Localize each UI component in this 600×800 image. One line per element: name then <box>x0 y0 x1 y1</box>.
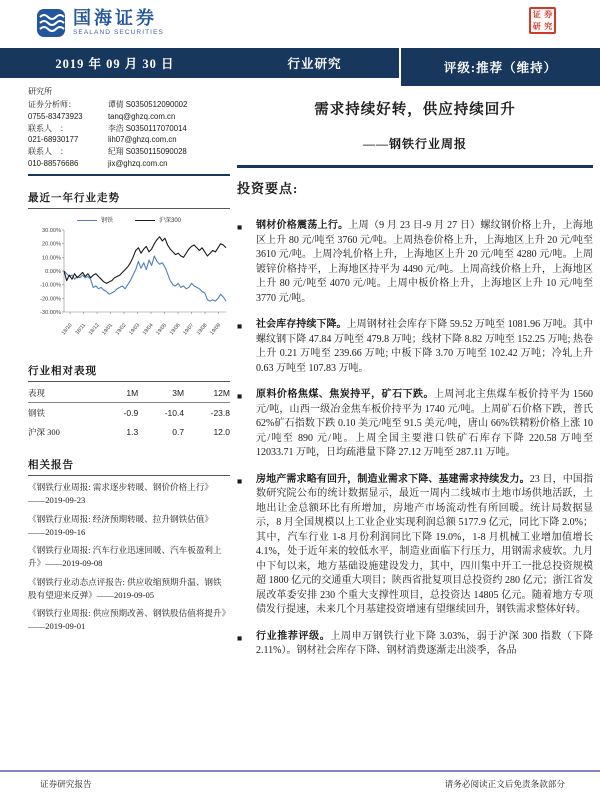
svg-text:10.00%: 10.00% <box>42 255 61 262</box>
related-reports <box>28 457 230 633</box>
analyst-contacts <box>28 99 230 170</box>
bullet-square-icon: ■ <box>237 391 243 401</box>
svg-text:19/05: 19/05 <box>155 322 169 337</box>
col-header: 12M <box>184 383 230 403</box>
cell: 沪深 300 <box>28 427 60 438</box>
key-point-text: 上周（9 月 23 日-9 月 27 日）螺纹钢价格上升，上海地区上升 80 元/吨至 3760 元/吨。上周热卷价格上升，上海地区上升 20 元/吨至 3610 元/吨。上周冷轧价格上升，上海地区上升 20 元/吨至 4280 元/吨。上周镀锌价格持平，上海地区持平为 4490 元/吨。上周高线价格上升，上海地区上升 80 元/吨至 4070 元/吨。上周中板价格上升，上海地区上升 10 元/吨至 3770 元/吨。 <box>256 220 594 304</box>
contact-label: 010-88576686 <box>28 158 79 168</box>
cell: -10.4 <box>164 408 185 419</box>
footer-disclaimer: 请务必阅读正文后免责条款部分 <box>444 779 565 789</box>
svg-text:20.00%: 20.00% <box>42 241 61 248</box>
key-point-text: 23 日，中国指数研究院公布的统计数据显示，最近一周内二线城市土地市场供地活跃，土地出让金总额环比有所增加，房地产市场流动性有所回暖。统计局数据显示，8 月全国规模以上工业企业实现利润总额 5177.9 亿元，同比下降 2.0%；其中，汽车行业 1-8 月份利润同比下降 19.0%，1-8 月机械工业增加值增长 4.1%，处于近年来的较低水平，制造业面临下行压力，用钢需求疲软。九月中下旬以来，地方基础设施建设发力，其中，四川集中开工一批总投资规模超 1800 亿元的交通重大项目；陕西省批复项目总投资约 280 亿元；浙江省发展改革委安排 230 个重大支撑性项目，总投资达 14805 亿元。随着地方专项债发行提速，未来几个月基建投资增速有望继续回升，钢铁需求整体好转。 <box>256 473 593 615</box>
bullet-square-icon: ■ <box>237 632 243 643</box>
sealand-logo-icon <box>36 8 66 38</box>
contact-row <box>28 111 230 123</box>
bullet-square-icon: ■ <box>237 321 243 331</box>
key-point-lead: 行业推荐评级。 <box>256 630 331 642</box>
bullet-square-icon: ■ <box>237 222 243 232</box>
key-point <box>237 318 593 376</box>
table-row <box>28 422 230 441</box>
report-link: 《钢铁行业动态点评报告: 供应收缩预期升温、钢铁股有望迎来反弹》——2019-09-05 <box>28 576 222 600</box>
cell: -23.8 <box>210 408 230 419</box>
research-office-label: 研究所 <box>28 87 52 96</box>
svg-text:19/02: 19/02 <box>114 322 128 337</box>
legend-item: 钢铁 <box>77 215 113 224</box>
chart-legend <box>28 215 230 224</box>
page-title: 需求持续好转，供应持续回升 <box>314 102 516 118</box>
contact-row <box>28 146 230 158</box>
svg-text:19/04: 19/04 <box>141 322 155 337</box>
key-points-heading: 投资要点: <box>237 181 299 196</box>
contact-value: 谭倩 S0350512090002 <box>108 100 188 109</box>
legend-swatch <box>135 220 155 221</box>
key-point-text: 上周钢材社会库存下降 59.52 万吨至 1081.96 万吨。其中螺纹钢下降 47.84 万吨至 479.8 万吨；线材下降 8.82 万吨至 152.25 万吨; 热卷上升 0.21 万吨至 239.66 万吨; 中板下降 3.70 万吨至 102.42 万吨；冷轧上升 0.63 万吨至 107.83 万吨。 <box>256 319 594 374</box>
footer-left-label: 证券研究报告 <box>40 779 92 789</box>
report-category: 行业研究 <box>230 48 399 78</box>
svg-text:-20.00%: -20.00% <box>40 296 61 303</box>
report-link: 《钢铁行业周报: 经济预期转暖、拉升钢铁估值》——2019-09-16 <box>28 513 214 537</box>
contact-label: 021-68930177 <box>28 135 79 145</box>
svg-text:19/06: 19/06 <box>168 322 182 337</box>
contact-label: 联系人 ： <box>28 147 68 157</box>
cell: 0.7 <box>172 427 185 438</box>
svg-text:19/01: 19/01 <box>101 322 115 337</box>
trend-chart-svg <box>28 224 230 342</box>
report-header-bar <box>0 48 600 86</box>
sidebar-divider <box>28 174 230 177</box>
related-reports-title: 相关报告 <box>28 457 230 476</box>
contact-label: 证券分析师： <box>28 100 76 109</box>
key-point-text: 上周申万钢铁行业下降 3.03%，弱于沪深 300 指数（下降 2.11%）。钢材社会库存下降、钢材消费逐渐走出淡季，各品 <box>256 630 593 656</box>
svg-text:19/03: 19/03 <box>128 322 142 337</box>
key-point <box>237 630 593 659</box>
legend-item: 沪深300 <box>135 215 181 224</box>
key-point-lead: 房地产需求略有回升，制造业需求下降、基建需求持续发力。 <box>256 473 530 485</box>
relative-performance <box>28 363 230 441</box>
table-row <box>28 403 230 423</box>
svg-text:18/11: 18/11 <box>74 322 88 337</box>
footer-divider <box>0 770 600 772</box>
col-header: 表现 <box>28 383 104 403</box>
contact-label: 0755-83473923 <box>28 111 83 121</box>
svg-text:19/08: 19/08 <box>195 322 209 337</box>
svg-text:18/12: 18/12 <box>87 322 101 337</box>
key-point <box>237 473 593 618</box>
svg-text:18/10: 18/10 <box>60 322 74 337</box>
key-point-lead: 原料价格焦煤、焦炭持平，矿石下跌。 <box>256 389 434 400</box>
sidebar <box>28 86 230 633</box>
report-link: 《钢铁行业周报: 需求逐步转暖、钢价价格上行》——2019-09-23 <box>28 482 214 506</box>
chart-title: 最近一年行业走势 <box>28 190 230 209</box>
svg-text:30.00%: 30.00% <box>42 228 61 235</box>
relative-performance-title: 行业相对表现 <box>28 363 230 382</box>
page-subtitle: ——钢铁行业周报 <box>362 137 467 151</box>
svg-text:-10.00%: -10.00% <box>40 282 61 289</box>
key-point <box>237 219 593 306</box>
svg-text:-30.00%: -30.00% <box>40 310 61 317</box>
table-header-row <box>28 383 230 403</box>
contact-row <box>28 123 230 135</box>
col-header: 3M <box>138 383 184 403</box>
svg-text:19/09: 19/09 <box>209 322 223 337</box>
brand-name-en: SEALAND SECURITIES <box>73 29 164 36</box>
brand-header <box>36 8 164 38</box>
key-point-lead: 钢材价格震荡上行。 <box>256 220 349 231</box>
contact-row <box>28 158 230 170</box>
bullet-square-icon: ■ <box>237 475 243 486</box>
report-link: 《钢铁行业周报: 汽车行业迅速回暖、汽车板盈利上升》——2019-09-08 <box>28 545 222 569</box>
cell: 钢铁 <box>28 408 46 419</box>
contact-label: 联系人 ： <box>28 123 68 133</box>
contact-value: tanq@ghzq.com.cn <box>108 111 176 121</box>
industry-trend-chart <box>28 190 230 347</box>
company-seal-stamp: 证 券 研 究 <box>529 7 556 34</box>
svg-text:19/07: 19/07 <box>182 322 196 337</box>
contact-row <box>28 99 230 111</box>
report-rating: 评级:推荐（维持） <box>400 48 600 86</box>
contact-value: jix@ghzq.com.cn <box>108 158 168 168</box>
svg-text:0.00%: 0.00% <box>45 269 61 276</box>
key-point <box>237 388 593 461</box>
col-header: 1M <box>104 383 139 403</box>
contact-value: 纪翔 S0350115090028 <box>108 147 187 157</box>
cell: 12.0 <box>213 427 230 438</box>
report-link: 《钢铁行业周报: 供应预期改善、钢铁股估值将提升》——2019-09-01 <box>28 607 226 632</box>
key-point-lead: 社会库存持续下降。 <box>256 319 347 330</box>
contact-row <box>28 134 230 146</box>
relative-performance-table <box>28 383 230 441</box>
brand-name-cn: 国海证券 <box>73 8 157 28</box>
key-points-list <box>237 219 593 659</box>
legend-swatch <box>77 220 97 221</box>
cell: 1.3 <box>126 427 139 438</box>
cell: -0.9 <box>123 408 139 419</box>
main-content <box>237 98 593 671</box>
contact-value: 李浩 S0350117070014 <box>108 123 187 133</box>
contact-value: lih07@ghzq.com.cn <box>108 135 177 145</box>
title-divider <box>237 165 593 168</box>
report-date: 2019 年 09 月 30 日 <box>0 48 230 78</box>
key-point-text: 上周河北主焦煤车板价持平为 1560 元/吨，山西一级冶金焦车板价持平为 1740 元/吨。上周矿石价格下跌，普氏 62%矿石指数下跌 0.10 美元/吨至 91.5 美元/吨，唐山 66%铁精粉价格上涨 10 元/吨至 890 元/吨。上周全国主要港口铁矿石库存下降 220.58 万吨至 12033.71 万吨，日均疏港量下降 27.12 万吨至 287.11 万吨。 <box>256 389 594 458</box>
